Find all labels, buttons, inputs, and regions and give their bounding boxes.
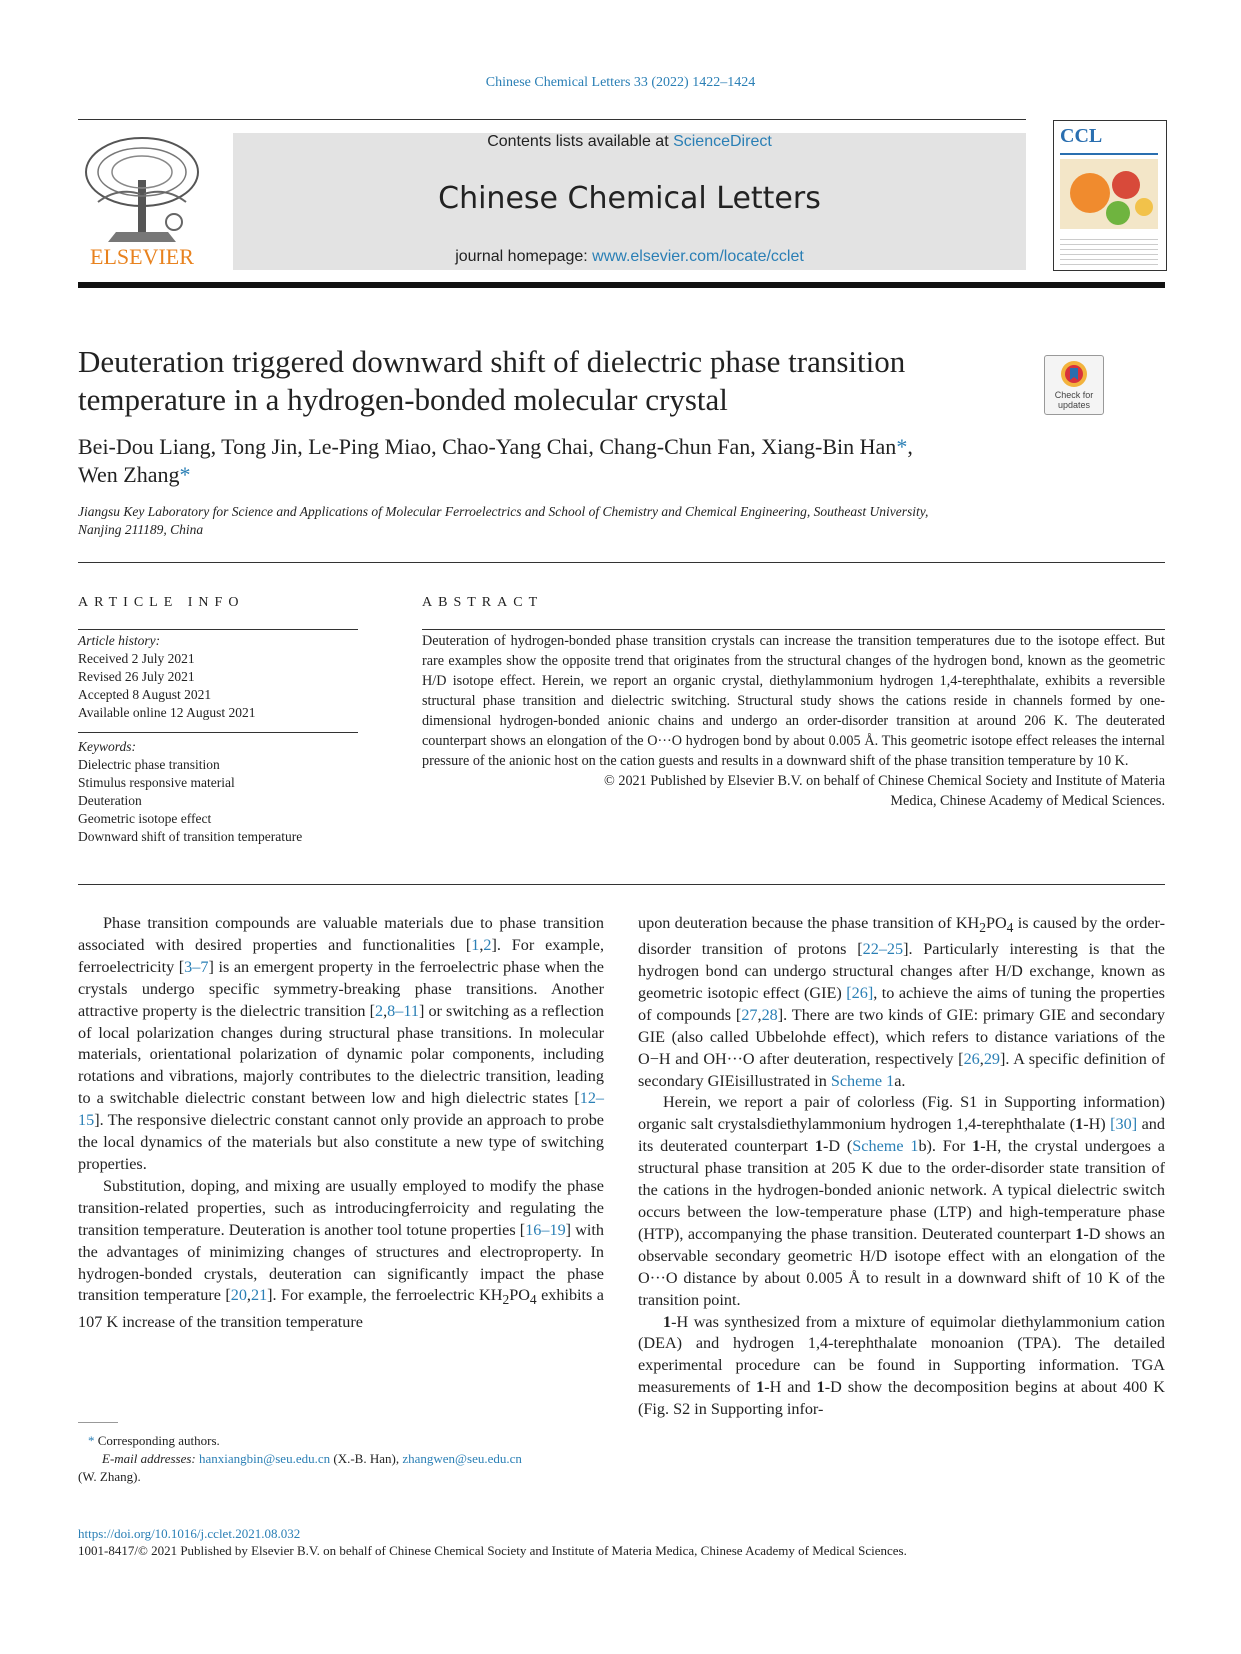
contents-line: Contents lists available at ScienceDirect [487, 133, 772, 150]
citation-link[interactable]: 8–11 [387, 1001, 419, 1020]
body-right-column [638, 913, 1165, 1421]
keyword-item: Dielectric phase transition [78, 757, 220, 772]
affiliation-line-2: Nanjing 211189, China [78, 522, 204, 537]
history-label: Article history: [78, 633, 161, 648]
journal-banner [233, 133, 1026, 270]
scheme-link[interactable]: Scheme 1 [852, 1137, 919, 1156]
homepage-line: journal homepage: www.elsevier.com/locate/cclet [455, 248, 804, 265]
citation-link[interactable]: [30] [1110, 1115, 1138, 1134]
affiliation [78, 503, 1038, 539]
paper-title [78, 343, 1028, 419]
citation-link[interactable]: 12–15 [78, 1089, 604, 1130]
citation-link[interactable]: 3–7 [184, 957, 209, 976]
title-line-1: Deuteration triggered downward shift of dielectric phase transition [78, 344, 906, 379]
divider [78, 884, 1165, 885]
affiliation-line-1: Jiangsu Key Laboratory for Science and Applications of Molecular Ferroelectrics and School of Chemistry and Chemical Engineering, Southeast University, [78, 504, 929, 519]
citation-link[interactable]: 27 [741, 1005, 758, 1024]
paragraph: 1-H was synthesized from a mixture of equimolar diethylammonium cation (DEA) and hydrogen 1,4-terephthalate monoanion (TPA). The detailed experimental procedure can be found in Supporting information. TGA measurements of 1-H and 1-D show the decomposition begins at about 400 K (Fig. S2 in Supporting infor- [638, 1312, 1165, 1419]
check-for-updates-button[interactable] [1044, 355, 1104, 415]
abstract-rule [422, 629, 1165, 630]
email-label: E-mail addresses: [102, 1451, 196, 1466]
citation-link[interactable]: 1 [471, 935, 480, 954]
journal-cover[interactable] [1053, 120, 1167, 271]
journal-title: Chinese Chemical Letters [438, 181, 821, 216]
elsevier-logo [78, 132, 206, 272]
bookmark-icon [1059, 359, 1089, 389]
history-revised: Revised 26 July 2021 [78, 669, 195, 684]
citation-link[interactable]: 2 [483, 935, 492, 954]
article-info-rule [78, 629, 358, 630]
cover-text-block [1060, 235, 1158, 265]
header-thick-rule [78, 282, 1165, 288]
citation-link[interactable]: 22–25 [862, 940, 904, 959]
cover-artwork-icon [1060, 159, 1158, 229]
title-line-2: temperature in a hydrogen-bonded molecular crystal [78, 382, 728, 417]
citation-link[interactable]: 16–19 [525, 1220, 566, 1239]
elsevier-wordmark: ELSEVIER [90, 244, 194, 269]
keyword-item: Geometric isotope effect [78, 811, 212, 826]
doi-link[interactable]: https://doi.org/10.1016/j.cclet.2021.08.032 [78, 1526, 301, 1541]
citation-link[interactable]: [26] [846, 983, 874, 1002]
citation-link[interactable]: 20 [230, 1286, 247, 1305]
citation-link[interactable]: 28 [761, 1005, 778, 1024]
paragraph: Herein, we report a pair of colorless (Fig. S1 in Supporting information) organic salt crystalsdiethylammonium hydrogen 1,4-terephthalate (1-H) [30] and its deuterated counterpart 1-D (Scheme 1b). For 1-H, the crystal undergoes a structural phase transition at 205 K due to the order-disorder state transition of the cations in the hydrogen-bonded anionic network. A typical dielectric switch occurs between the low-temperature phase (LTP) and high-temperature phase (HTP), accompanying the phase transition. Deuterated counterpart 1-D shows an observable secondary geometric H/D isotope effect with an elongation of the O···O distance by about 0.005 Å to result in a downward shift of 10 K of the transition point. [638, 1093, 1165, 1309]
divider [78, 562, 1165, 563]
email-link-2[interactable]: zhangwen@seu.edu.cn [402, 1451, 522, 1466]
email-name-2: (W. Zhang). [78, 1469, 141, 1484]
paragraph: Substitution, doping, and mixing are usually employed to modify the phase transition-related properties, such as introducingferroicity and regulating the transition temperature. Deuteration is another tool totune properties [16–19] with the advantages of minimizing changes of structures and electroproperty. In hydrogen-bonded crystals, deuteration can significantly impact the phase transition temperature [20,21]. For example, the ferroelectric $KH_2PO_4$ exhibits a 107 K increase of the transition temperature [78, 1176, 604, 1331]
article-history [78, 632, 368, 722]
email-link-1[interactable]: hanxiangbin@seu.edu.cn [199, 1451, 331, 1466]
cover-rule [1060, 153, 1158, 155]
header-rule [78, 119, 1026, 120]
sciencedirect-link[interactable]: ScienceDirect [673, 133, 772, 150]
keyword-item: Stimulus responsive material [78, 775, 235, 790]
keywords-rule [78, 732, 358, 733]
article-info-heading: ARTICLE INFO [78, 595, 245, 610]
issn-line: 1001-8417/© 2021 Published by Elsevier B.V. on behalf of Chinese Chemical Society and Institute of Materia Medica, Chinese Academy of Medical Sciences. [78, 1543, 907, 1558]
abstract-text: Deuteration of hydrogen-bonded phase transition crystals can increase the transition temperatures due to the isotope effect. But rare examples show the opposite trend that originates from the structural changes of the hydrogen bond, known as the geometric H/D isotope effect. Herein, we report an organic crystal, diethylammonium hydrogen 1,4-terephthalate, exhibits a reversible structural phase transition and dielectric switching. Structural study shows the cations reside in channels formed by one-dimensional hydrogen-bonded anionic chains and undergo an order-disorder transition at around 206 K. The deuterated counterpart shows an elongation of the O···O hydrogen bond by about 0.005 Å. This geometric isotope effect releases the internal pressure of the anionic host on the cation guests and results in a downward shift of the phase transition temperature by 10 K. [422, 633, 1165, 769]
abstract-copyright-1: © 2021 Published by Elsevier B.V. on behalf of Chinese Chemical Society and Institute of Materia [604, 773, 1165, 789]
authors-comma: , [907, 434, 913, 459]
check-for-updates-label: Check for updates [1054, 390, 1094, 410]
abstract [422, 631, 1165, 811]
cover-logo: CCL [1060, 125, 1103, 147]
abstract-heading: ABSTRACT [422, 595, 544, 610]
footnote [78, 1432, 604, 1486]
history-accepted: Accepted 8 August 2021 [78, 687, 212, 702]
homepage-link[interactable]: www.elsevier.com/locate/cclet [592, 248, 804, 265]
abstract-copyright-2: Medica, Chinese Academy of Medical Sciences. [890, 793, 1165, 809]
paragraph: upon deuteration because the phase transition of $KH_2PO_4$ is caused by the order-disorder transition of protons [22–25]. Particularly interesting is that the hydrogen bond can undergo structural changes after H/D exchange, known as geometric isotopic effect (GIE) [26], to achieve the aims of tuning the properties of compounds [27,28]. There are two kinds of GIE: primary GIE and secondary GIE (also called Ubbelohde effect), which refers to distance variations of the O−H and OH···O after deuteration, respectively [26,29]. A specific definition of secondary GIEisillustrated in Scheme 1a. [638, 914, 1165, 1090]
citation-link[interactable]: 2 [375, 1001, 384, 1020]
citation-link[interactable]: 29 [983, 1049, 1000, 1068]
corresponding-asterisk-2[interactable]: * [179, 462, 191, 487]
body-left-column [78, 913, 604, 1333]
corresponding-label: Corresponding authors. [97, 1433, 220, 1448]
keywords-label: Keywords: [78, 739, 136, 754]
corresponding-asterisk[interactable]: * [896, 434, 908, 459]
citation-link[interactable]: 26 [963, 1049, 980, 1068]
journal-reference[interactable]: Chinese Chemical Letters 33 (2022) 1422–1424 [485, 75, 756, 90]
history-received: Received 2 July 2021 [78, 651, 195, 666]
footnote-rule [78, 1422, 118, 1423]
history-online: Available online 12 August 2021 [78, 705, 256, 720]
author-list [78, 433, 1058, 489]
authors-line-1: Bei-Dou Liang, Tong Jin, Le-Ping Miao, Chao-Yang Chai, Chang-Chun Fan, Xiang-Bin Han [78, 434, 897, 459]
email-name-1: (X.-B. Han), [333, 1451, 400, 1466]
keywords [78, 738, 368, 846]
paragraph: Phase transition compounds are valuable materials due to phase transition associated with desired properties and functionalities [1,2]. For example, ferroelectricity [3–7] is an emergent property in the ferroelectric phase when the crystals undergo specific symmetry-breaking phase transitions. Another attractive property is the dielectric transition [2,8–11] or switching as a reflection of local polarization changes during structural phase transitions. In molecular materials, orientational polarization of dynamic polar components, including rotations and vibrations, majorly contributes to the dielectric transition, leading to a switchable dielectric constant between low and high dielectric states [12–15]. The responsive dielectric constant cannot only provide an approach to probe the local dynamics of the materials but also constitute a new type of switching properties. [78, 914, 605, 1173]
scheme-link[interactable]: Scheme 1 [830, 1071, 895, 1090]
keyword-item: Downward shift of transition temperature [78, 829, 303, 844]
page-footer [78, 1525, 1165, 1559]
footnote-asterisk: * [88, 1433, 98, 1448]
keyword-item: Deuteration [78, 793, 142, 808]
authors-line-2: Wen Zhang [78, 462, 180, 487]
citation-link[interactable]: 21 [250, 1286, 268, 1305]
